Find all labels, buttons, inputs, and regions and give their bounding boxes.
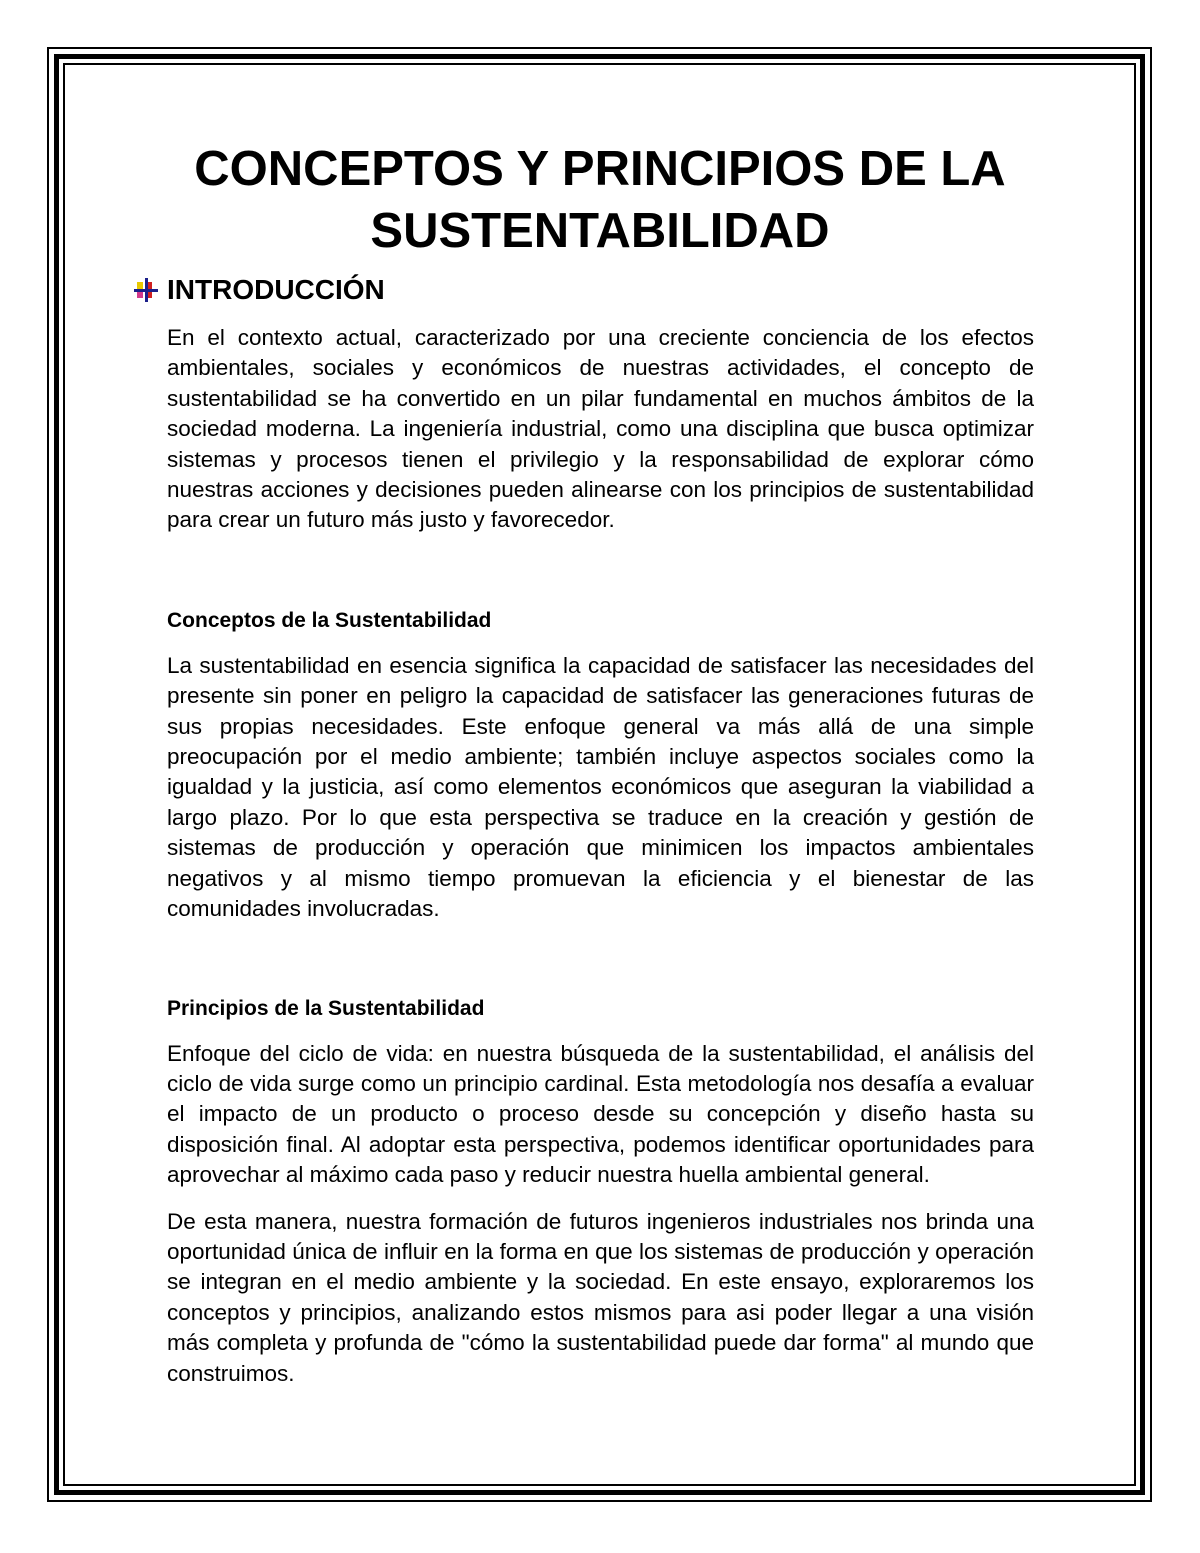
intro-heading-text: INTRODUCCIÓN xyxy=(167,274,385,305)
main-content xyxy=(167,323,1034,1389)
title-line-2: SUSTENTABILIDAD xyxy=(370,204,830,258)
intro-heading xyxy=(133,270,385,310)
intro-paragraph: En el contexto actual, caracterizado por una creciente conciencia de los efectos ambientales, sociales y económicos de nuestras actividades, el concepto de sustentabilidad se ha convertido en un pilar fundamental en muchos ámbitos de la sociedad moderna. La ingeniería industrial, como una disciplina que busca optimizar sistemas y procesos tienen el privilegio y la responsabilidad de explorar cómo nuestras acciones y decisiones pueden alinearse con los principios de sustentabilidad para crear un futuro más justo y favorecedor. xyxy=(167,325,1034,533)
principles-paragraph-1: Enfoque del ciclo de vida: en nuestra búsqueda de la sustentabilidad, el análisis del ciclo de vida surge como un principio cardinal. Esta metodología nos desafía a evaluar el impacto de un producto o proceso desde su concepción y diseño hasta su disposición final. Al adoptar esta perspectiva, podemos identificar oportunidades para aprovechar al máximo cada paso y reducir nuestra huella ambiental general. xyxy=(167,1040,1034,1188)
concepts-heading: Conceptos de la Sustentabilidad xyxy=(167,608,492,632)
concepts-paragraph: La sustentabilidad en esencia significa la capacidad de satisfacer las necesidades del presente sin poner en peligro la capacidad de satisfacer las generaciones futuras de sus propias necesidades. Este enfoque general va más allá de una simple preocupación por el medio ambiente; también incluye aspectos sociales como la igualdad y la justicia, así como elementos económicos que aseguran la viabilidad a largo plazo. Por lo que esta perspectiva se traduce en la creación y gestión de sistemas de producción y operación que minimicen los impactos ambientales negativos y al mismo tiempo promuevan la eficiencia y el bienestar de las comunidades involucradas. xyxy=(167,652,1034,922)
plus-bullet-icon xyxy=(133,276,161,304)
principles-heading: Principios de la Sustentabilidad xyxy=(167,996,485,1020)
title-line-1: CONCEPTOS Y PRINCIPIOS DE LA xyxy=(194,142,1006,196)
document-title xyxy=(100,138,1100,262)
principles-paragraph-2: De esta manera, nuestra formación de futuros ingenieros industriales nos brinda una oportunidad única de influir en la forma en que los sistemas de producción y operación se integran en el medio ambiente y la sociedad. En este ensayo, exploraremos los conceptos y principios, analizando estos mismos para asi poder llegar a una visión más completa y profunda de "cómo la sustentabilidad puede dar forma" al mundo que construimos. xyxy=(167,1208,1034,1386)
